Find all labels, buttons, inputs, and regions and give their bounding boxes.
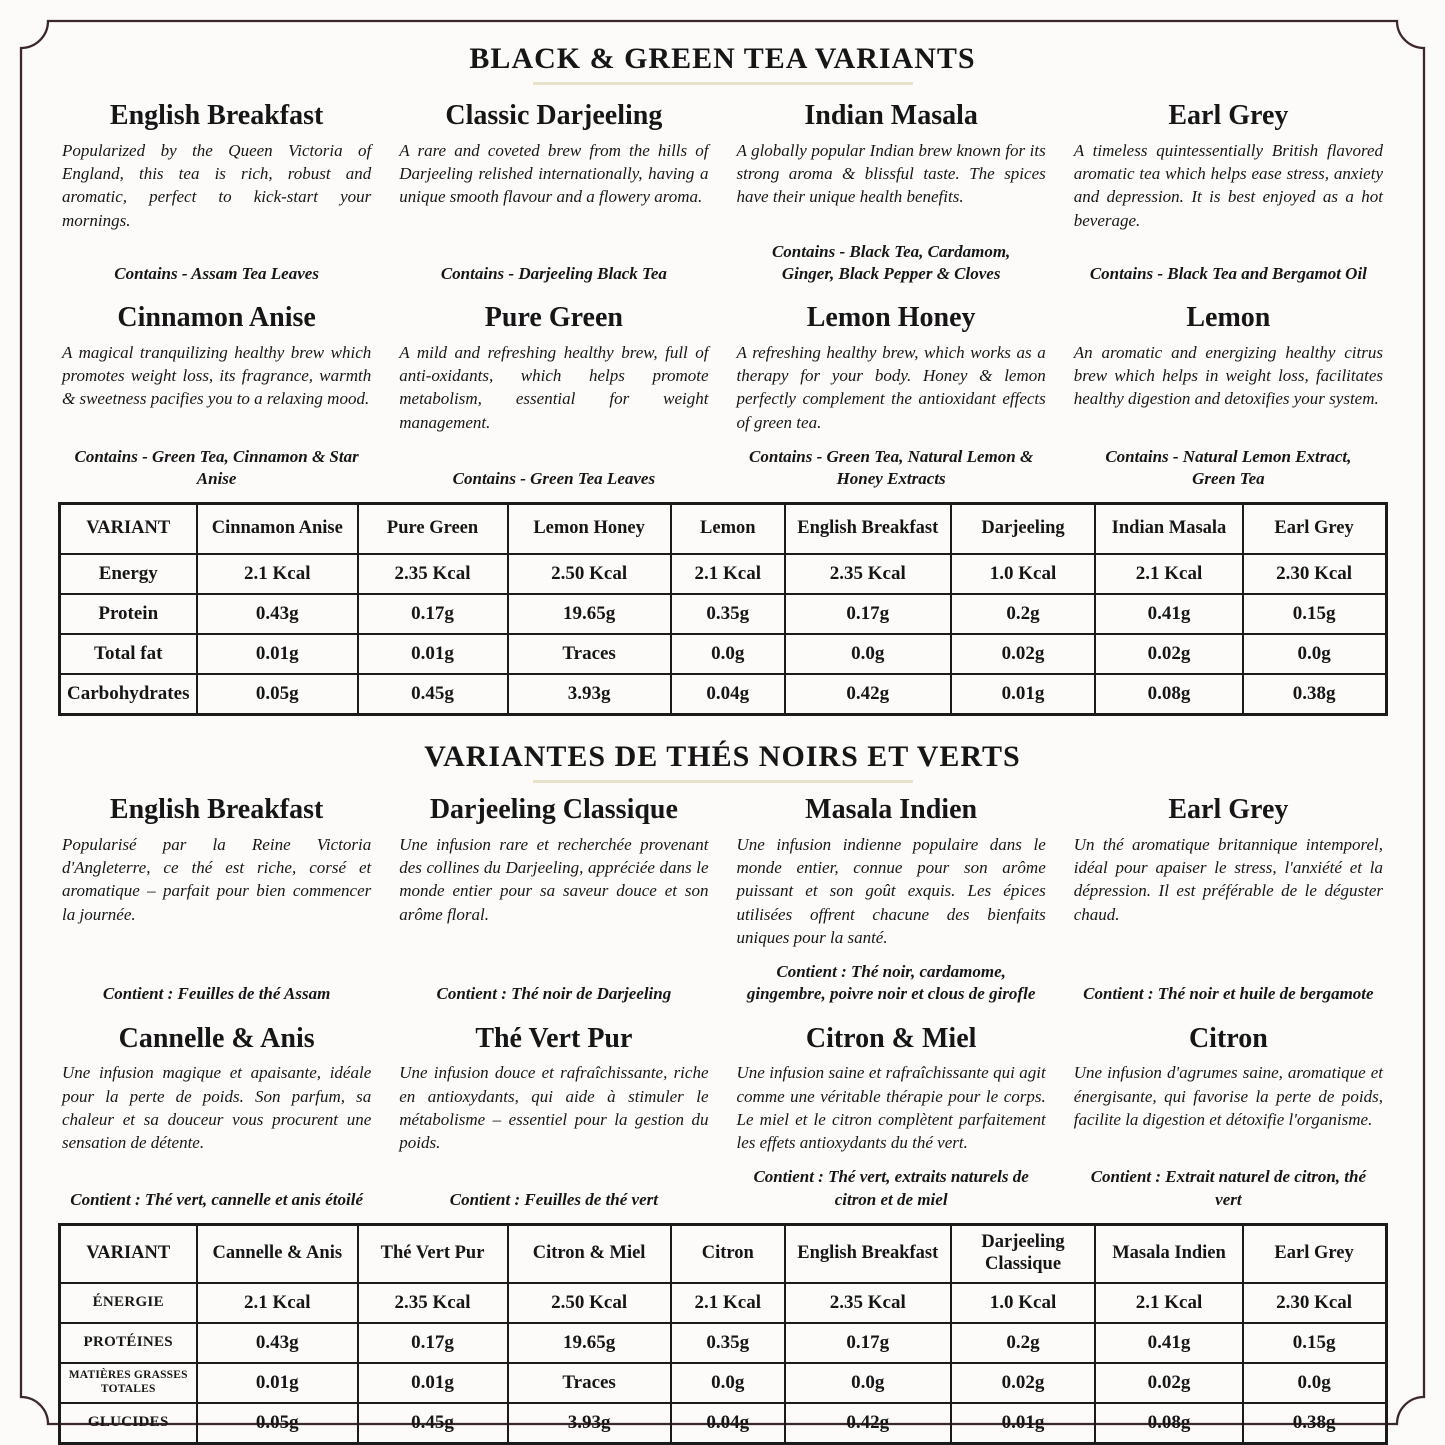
section-english — [56, 42, 1389, 716]
tea-name: English Breakfast — [109, 794, 324, 826]
tea-name: Classic Darjeeling — [445, 100, 663, 131]
tea-name: Lemon — [1186, 302, 1271, 333]
nutrient-value: 2.1 Kcal — [1095, 1283, 1242, 1323]
nutrient-value: 0.2g — [951, 1323, 1096, 1363]
table-row — [59, 674, 1386, 715]
tea-variant-header: English Breakfast — [785, 1224, 951, 1283]
nutrient-value: 2.35 Kcal — [358, 1283, 508, 1323]
tea-card — [62, 301, 371, 496]
nutrient-value: 0.15g — [1243, 1323, 1386, 1363]
tea-name: Citron — [1188, 1022, 1268, 1054]
nutrient-value: 0.01g — [951, 674, 1096, 715]
tea-description: Popularized by the Queen Victoria of England, this tea is rich, robust and aromatic, perfect to kick-start your mornings. — [62, 140, 372, 230]
nutrient-value: 2.1 Kcal — [197, 1283, 358, 1323]
nutrient-value: 0.02g — [951, 634, 1096, 674]
tea-name: Pure Green — [484, 302, 623, 333]
tea-variant-header: Citron — [671, 1224, 785, 1283]
tea-name: Masala Indien — [805, 794, 978, 826]
nutrient-value: 2.1 Kcal — [671, 1283, 785, 1323]
table-row — [59, 634, 1386, 674]
tea-contains: Contient : Thé noir, cardamome, gingembre, poivre noir et clous de girofle — [746, 962, 1036, 1004]
nutrient-value: 0.05g — [197, 674, 358, 715]
tea-description: Une infusion d'agrumes saine, aromatique et énergisante, qui favorise la perte de poids, facilite la digestion et détoxifie l'organisme. — [1073, 1063, 1383, 1129]
tea-grid-fr — [62, 793, 1383, 1217]
tea-card — [62, 1022, 371, 1217]
nutrient-value: 0.15g — [1243, 594, 1386, 634]
nutrient-value: 0.42g — [785, 1403, 951, 1444]
nutrient-value: 0.04g — [671, 674, 785, 715]
tea-variant-header: Citron & Miel — [508, 1224, 671, 1283]
tea-variant-header: Darjeeling — [951, 504, 1096, 555]
nutrient-value: 19.65g — [508, 594, 671, 634]
tea-name: Indian Masala — [804, 100, 978, 131]
table-row — [59, 594, 1386, 634]
table-row — [59, 1323, 1386, 1363]
tea-name: Lemon Honey — [806, 302, 976, 333]
tea-variant-header: Lemon — [671, 504, 785, 555]
nutrient-value: 2.1 Kcal — [1095, 554, 1242, 594]
nutrient-value: 2.1 Kcal — [197, 554, 358, 594]
tea-name: Earl Grey — [1168, 100, 1289, 131]
nutrient-value: 0.02g — [1095, 634, 1242, 674]
nutrient-value: 0.17g — [785, 594, 951, 634]
table-row — [59, 554, 1386, 594]
nutrient-value: 0.38g — [1243, 1403, 1386, 1444]
tea-card — [62, 793, 371, 1011]
tea-contains: Contains - Green Tea, Natural Lemon & Honey Extracts — [749, 446, 1034, 489]
tea-card — [737, 301, 1046, 496]
tea-variant-header: English Breakfast — [785, 504, 951, 555]
nutrient-value: 2.35 Kcal — [358, 554, 508, 594]
tea-variant-header: Pure Green — [358, 504, 508, 555]
nutrient-label: Total fat — [59, 634, 197, 674]
tea-card — [399, 301, 708, 496]
tea-contains: Contains - Darjeeling Black Tea — [440, 263, 667, 283]
nutrient-value: 0.02g — [951, 1363, 1096, 1403]
tea-description: A magical tranquilizing healthy brew which promotes weight loss, its fragrance, warmth & sweetness pacifies you to a relaxing mood. — [62, 342, 372, 409]
nutrient-value: 0.01g — [197, 1363, 358, 1403]
nutrient-value: 0.04g — [671, 1403, 785, 1444]
tea-grid-en — [62, 99, 1383, 496]
tea-card — [737, 1022, 1046, 1217]
tea-contains: Contient : Thé noir de Darjeeling — [436, 984, 672, 1004]
tea-contains: Contient : Thé noir et huile de bergamote — [1083, 984, 1374, 1004]
tea-name: Cannelle & Anis — [118, 1022, 315, 1054]
nutrient-value: 0.35g — [671, 594, 785, 634]
nutrient-value: 0.0g — [671, 634, 785, 674]
tea-variant-header: Lemon Honey — [508, 504, 671, 555]
tea-contains: Contains - Green Tea, Cinnamon & Star Anise — [74, 446, 359, 489]
tea-card — [1074, 301, 1383, 496]
title-underline-fr — [533, 780, 913, 783]
tea-description: Une infusion rare et recherchée provenant des collines du Darjeeling, appréciée dans le monde entier pour sa saveur douce et son arôme floral. — [399, 834, 709, 924]
nutrient-value: 0.0g — [1243, 1363, 1386, 1403]
variant-header-cell: VARIANT — [59, 504, 197, 555]
tea-name: English Breakfast — [109, 100, 324, 131]
tea-name: Earl Grey — [1168, 794, 1289, 826]
tea-description: A mild and refreshing healthy brew, full of anti-oxidants, which helps promote metabolism, essential for weight management. — [399, 342, 709, 432]
nutrient-value: 0.0g — [785, 634, 951, 674]
tea-description: Une infusion saine et rafraîchissante qui agit comme une véritable thérapie pour le corps. Le miel et le citron complètent parfaitement les effets antioxydants du thé vert. — [736, 1063, 1046, 1153]
nutrient-value: 0.0g — [785, 1363, 951, 1403]
nutrient-value: 0.45g — [358, 1403, 508, 1444]
tea-card — [62, 99, 371, 291]
tea-variant-header: Cannelle & Anis — [197, 1224, 358, 1283]
nutrient-value: 0.41g — [1095, 1323, 1242, 1363]
tea-card — [399, 99, 708, 291]
tea-variant-header: Masala Indien — [1095, 1224, 1242, 1283]
tea-description: A refreshing healthy brew, which works as a therapy for your body. Honey & lemon perfectly complement the antioxidant effects of green tea. — [736, 342, 1046, 432]
nutrient-value: 0.0g — [1243, 634, 1386, 674]
tea-contains: Contains - Black Tea, Cardamom, Ginger, Black Pepper & Cloves — [771, 241, 1011, 283]
tea-contains: Contains - Black Tea and Bergamot Oil — [1089, 263, 1367, 283]
nutrient-value: 0.43g — [197, 1323, 358, 1363]
tea-card — [737, 99, 1046, 291]
nutrient-value: 0.02g — [1095, 1363, 1242, 1403]
nutrient-value: 0.08g — [1095, 674, 1242, 715]
table-row — [59, 1403, 1386, 1444]
nutrient-value: 0.17g — [785, 1323, 951, 1363]
nutrient-label: PROTÉINES — [59, 1323, 197, 1363]
tea-contains: Contient : Thé vert, extraits naturels de citron et de miel — [753, 1167, 1029, 1209]
nutrient-value: 2.30 Kcal — [1243, 1283, 1386, 1323]
nutrition-table-en — [58, 502, 1388, 716]
nutrient-value: 2.30 Kcal — [1243, 554, 1386, 594]
tea-card — [1074, 99, 1383, 291]
nutrient-value: 3.93g — [508, 674, 671, 715]
nutrient-value: 0.01g — [358, 1363, 508, 1403]
tea-contains: Contains - Natural Lemon Extract, Green Tea — [1105, 446, 1352, 489]
nutrient-value: 0.41g — [1095, 594, 1242, 634]
table-row — [59, 1363, 1386, 1403]
tea-card — [1074, 793, 1383, 1011]
nutrient-label: ÉNERGIE — [59, 1283, 197, 1323]
tea-contains: Contient : Feuilles de thé Assam — [102, 984, 331, 1004]
tea-card — [399, 1022, 708, 1217]
nutrient-value: 2.1 Kcal — [671, 554, 785, 594]
tea-contains: Contains - Green Tea Leaves — [452, 469, 656, 489]
variant-header-cell: VARIANT — [59, 1224, 197, 1283]
tea-contains: Contient : Feuilles de thé vert — [449, 1189, 658, 1209]
section-french — [56, 740, 1389, 1445]
table-header-row — [59, 1224, 1386, 1283]
nutrient-value: Traces — [508, 1363, 671, 1403]
nutrient-value: 0.17g — [358, 594, 508, 634]
title-underline-en — [533, 82, 913, 85]
section-title-en: BLACK & GREEN TEA VARIANTS — [469, 42, 976, 75]
nutrient-value: 19.65g — [508, 1323, 671, 1363]
nutrient-value: 0.42g — [785, 674, 951, 715]
nutrient-value: 1.0 Kcal — [951, 1283, 1096, 1323]
tea-name: Cinnamon Anise — [117, 302, 316, 333]
nutrient-value: 0.05g — [197, 1403, 358, 1444]
table-row — [59, 1283, 1386, 1323]
tea-variant-header: Earl Grey — [1243, 504, 1386, 555]
section-title-fr: VARIANTES DE THÉS NOIRS ET VERTS — [424, 740, 1021, 774]
nutrient-value: 2.35 Kcal — [785, 1283, 951, 1323]
tea-card — [399, 793, 708, 1011]
nutrient-label: Carbohydrates — [59, 674, 197, 715]
nutrient-value: 2.35 Kcal — [785, 554, 951, 594]
nutrient-label: Protein — [59, 594, 197, 634]
nutrient-value: 0.43g — [197, 594, 358, 634]
tea-description: Une infusion indienne populaire dans le monde entier, connue pour son arôme puissant et son goût exquis. Les épices utilisées offrent chacune des bienfaits uniques pour la santé. — [736, 834, 1046, 948]
nutrient-value: Traces — [508, 634, 671, 674]
tea-contains: Contient : Extrait naturel de citron, thé vert — [1090, 1167, 1367, 1209]
tea-description: A rare and coveted brew from the hills of Darjeeling relished internationally, having a unique smooth flavour and a flowery aroma. — [399, 140, 709, 207]
nutrient-value: 0.01g — [358, 634, 508, 674]
nutrient-value: 2.50 Kcal — [508, 554, 671, 594]
tea-contains: Contains - Assam Tea Leaves — [114, 263, 319, 283]
nutrient-value: 0.01g — [951, 1403, 1096, 1444]
nutrient-value: 0.45g — [358, 674, 508, 715]
nutrient-value: 1.0 Kcal — [951, 554, 1096, 594]
tea-description: An aromatic and energizing healthy citrus brew which helps in weight loss, facilitates healthy digestion and detoxifies your system. — [1073, 342, 1383, 409]
table-header-row — [59, 504, 1386, 555]
tea-description: Un thé aromatique britannique intemporel, idéal pour apaiser le stress, l'anxiété et la dépression. Il est préférable de le déguster chaud. — [1073, 834, 1383, 924]
tea-description: Une infusion magique et apaisante, idéale pour la perte de poids. Son parfum, sa chaleur et sa douceur vous procurent une sensation de détente. — [62, 1063, 372, 1153]
tea-description: A globally popular Indian brew known for its strong aroma & blissful taste. The spices have their unique health benefits. — [736, 140, 1046, 207]
tea-variant-header: Indian Masala — [1095, 504, 1242, 555]
nutrient-value: 3.93g — [508, 1403, 671, 1444]
tea-variant-header: Earl Grey — [1243, 1224, 1386, 1283]
tea-variant-header: Darjeeling Classique — [951, 1224, 1096, 1283]
tea-contains: Contient : Thé vert, cannelle et anis étoilé — [70, 1189, 363, 1209]
tea-card — [1074, 1022, 1383, 1217]
nutrition-table-fr — [58, 1223, 1388, 1445]
tea-description: Une infusion douce et rafraîchissante, riche en antioxydants, qui aide à stimuler le métabolisme – essentiel pour la gestion du poids. — [399, 1063, 709, 1153]
nutrient-value: 0.35g — [671, 1323, 785, 1363]
tea-variant-header: Cinnamon Anise — [197, 504, 358, 555]
nutrient-value: 0.17g — [358, 1323, 508, 1363]
nutrient-value: 2.50 Kcal — [508, 1283, 671, 1323]
nutrient-value: 0.38g — [1243, 674, 1386, 715]
tea-name: Darjeeling Classique — [429, 794, 678, 826]
nutrient-value: 0.08g — [1095, 1403, 1242, 1444]
nutrient-value: 0.0g — [671, 1363, 785, 1403]
tea-description: A timeless quintessentially British flavored aromatic tea which helps ease stress, anxiety and depression. It is best enjoyed as a hot beverage. — [1073, 140, 1383, 230]
tea-name: Thé Vert Pur — [475, 1022, 633, 1054]
tea-description: Popularisé par la Reine Victoria d'Angleterre, ce thé est riche, corsé et aromatique – parfait pour bien commencer la journée. — [62, 834, 372, 924]
nutrient-label: Energy — [59, 554, 197, 594]
tea-variant-header: Thé Vert Pur — [358, 1224, 508, 1283]
tea-card — [737, 793, 1046, 1011]
nutrient-value: 0.2g — [951, 594, 1096, 634]
tea-name: Citron & Miel — [805, 1022, 977, 1054]
nutrient-label: MATIÈRES GRASSES TOTALES — [59, 1363, 197, 1403]
nutrient-label: GLUCIDES — [59, 1403, 197, 1444]
nutrient-value: 0.01g — [197, 634, 358, 674]
